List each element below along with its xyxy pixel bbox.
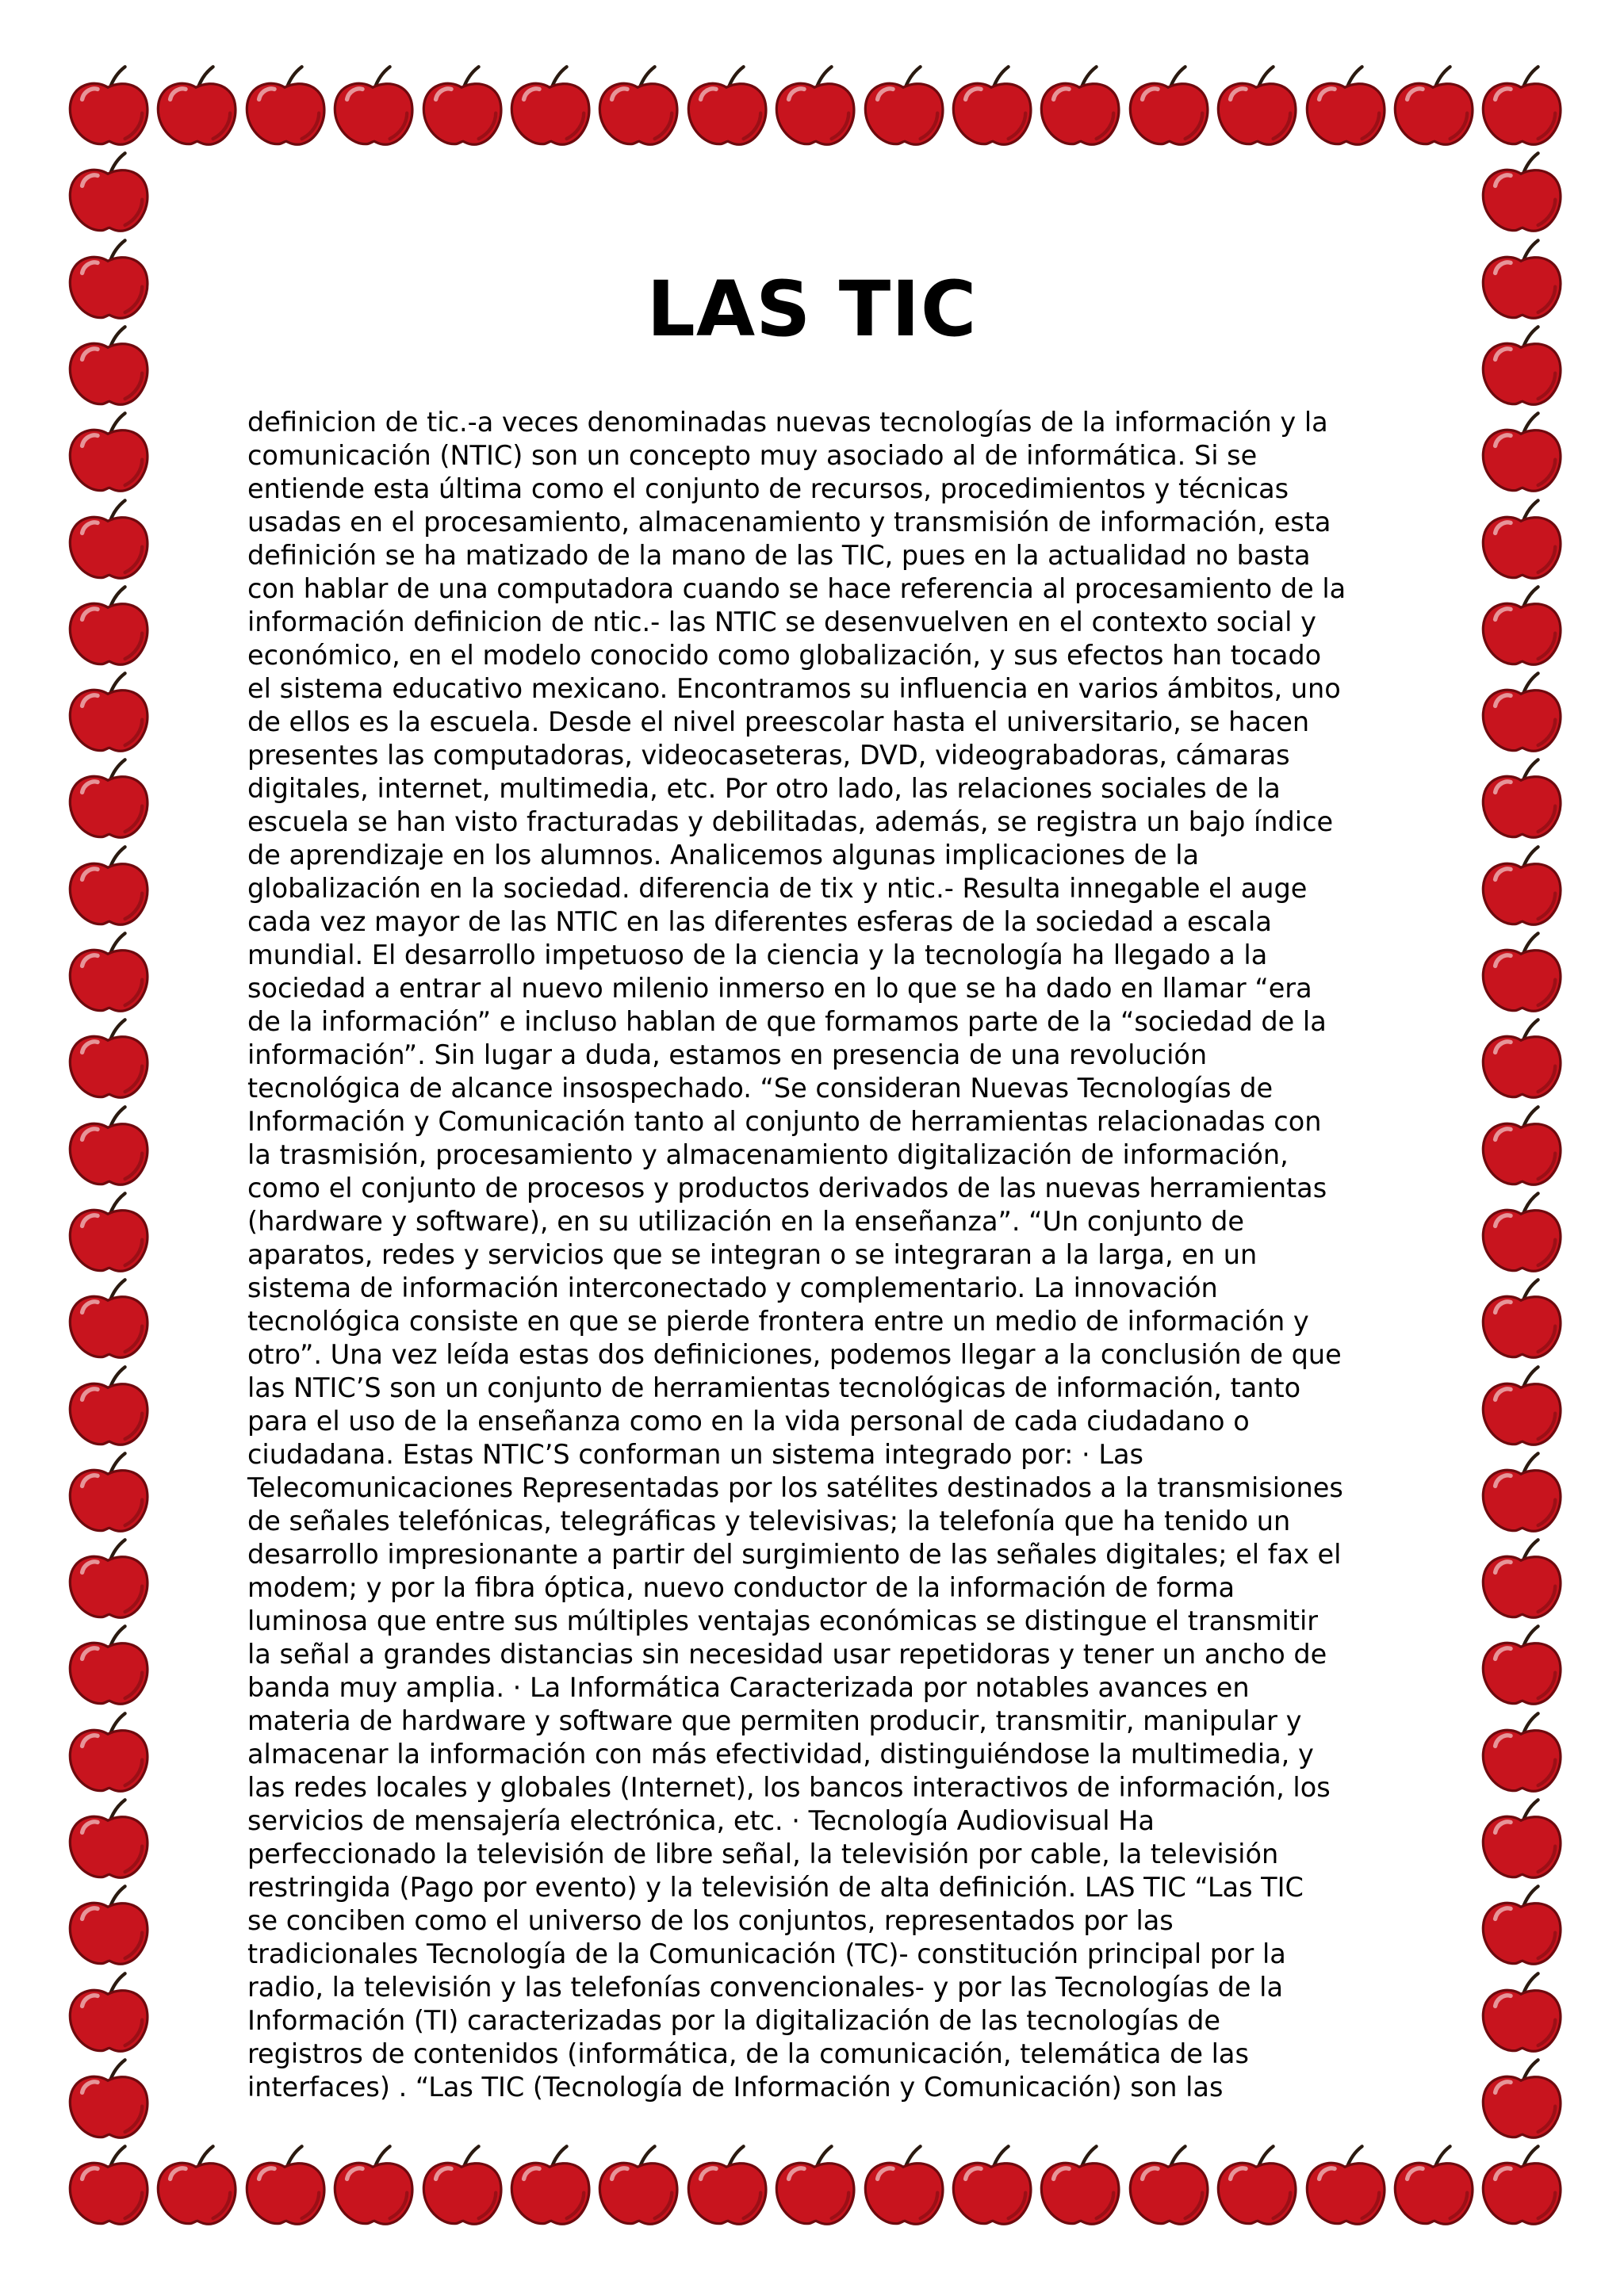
apple-icon: [65, 2055, 151, 2144]
apple-icon: [242, 2141, 327, 2230]
body-line: definicion de tic.-a veces denominadas nuevas tecnologías de la información y la: [247, 407, 1328, 438]
body-line: usadas en el procesamiento, almacenamiento y transmisión de información, esta: [247, 507, 1331, 538]
apple-icon: [65, 1362, 151, 1451]
body-line: presentes las computadoras, videocaseteras, DVD, videograbadoras, cámaras: [247, 740, 1290, 771]
apple-icon: [860, 62, 946, 151]
apple-icon: [1036, 2141, 1122, 2230]
apple-icon: [65, 1275, 151, 1364]
apple-icon: [1478, 148, 1564, 237]
apple-icon: [1478, 1535, 1564, 1624]
apple-icon: [1478, 1795, 1564, 1884]
apple-icon: [948, 62, 1034, 151]
body-line: restringida (Pago por evento) y la televisión de alta definición. LAS TIC “Las TIC: [247, 1872, 1304, 1903]
body-text: [247, 406, 1389, 2104]
apple-icon: [65, 582, 151, 671]
apple-icon: [65, 1881, 151, 1970]
body-line: se conciben como el universo de los conjuntos, representados por las: [247, 1905, 1174, 1936]
body-line: Información (TI) caracterizadas por la digitalización de las tecnologías de: [247, 2005, 1221, 2036]
body-line: digitales, internet, multimedia, etc. Por otro lado, las relaciones sociales de la: [247, 773, 1281, 804]
body-line: tradicionales Tecnología de la Comunicación (TC)- constitución principal por la: [247, 1938, 1286, 1969]
body-line: modem; y por la fibra óptica, nuevo conductor de la información de forma: [247, 1572, 1235, 1603]
apple-icon: [65, 1015, 151, 1104]
apple-icon: [772, 2141, 857, 2230]
body-line: información”. Sin lugar a duda, estamos en presencia de una revolución: [247, 1039, 1208, 1070]
body-line: almacenar la información con más efectividad, distinguiéndose la multimedia, y: [247, 1739, 1314, 1770]
apple-icon: [684, 62, 769, 151]
body-line: comunicación (NTIC) son un concepto muy asociado al de informática. Si se: [247, 440, 1258, 471]
body-line: banda muy amplia. · La Informática Caracterizada por notables avances en: [247, 1672, 1250, 1703]
apple-icon: [1478, 2055, 1564, 2144]
apple-icon: [65, 842, 151, 931]
apple-icon: [1478, 1709, 1564, 1797]
body-line: globalización en la sociedad. diferencia de tix y ntic.- Resulta innegable el auge: [247, 873, 1308, 904]
apple-icon: [1478, 1881, 1564, 1970]
apple-icon: [65, 496, 151, 584]
apple-icon: [1125, 62, 1211, 151]
apple-icon: [419, 62, 504, 151]
apple-icon: [242, 62, 327, 151]
apple-icon: [1478, 1448, 1564, 1537]
body-line: interfaces) . “Las TIC (Tecnología de Información y Comunicación) son las: [247, 2072, 1224, 2103]
body-line: sistema de información interconectado y complementario. La innovación: [247, 1272, 1218, 1303]
body-line: cada vez mayor de las NTIC en las diferentes esferas de la sociedad a escala: [247, 906, 1272, 937]
apple-icon: [65, 1969, 151, 2057]
body-line: para el uso de la enseñanza como en la vida personal de cada ciudadano o: [247, 1406, 1250, 1437]
apple-icon: [65, 1535, 151, 1624]
apple-icon: [860, 2141, 946, 2230]
apple-icon: [1036, 62, 1122, 151]
body-line: como el conjunto de procesos y productos derivados de las nuevas herramientas: [247, 1173, 1327, 1203]
body-line: la trasmisión, procesamiento y almacenamiento digitalización de información,: [247, 1139, 1289, 1170]
apple-icon: [1478, 1621, 1564, 1710]
apple-icon: [1478, 668, 1564, 757]
apple-icon: [1478, 1015, 1564, 1104]
body-line: la señal a grandes distancias sin necesidad usar repetidoras y tener un ancho de: [247, 1639, 1327, 1670]
apple-icon: [65, 755, 151, 844]
body-line: mundial. El desarrollo impetuoso de la ciencia y la tecnología ha llegado a la: [247, 939, 1268, 970]
apple-icon: [772, 62, 857, 151]
apple-icon: [65, 1621, 151, 1710]
apple-icon: [1390, 62, 1476, 151]
body-line: escuela se han visto fracturadas y debilitadas, además, se registra un bajo índice: [247, 806, 1334, 837]
apple-icon: [65, 2141, 151, 2230]
apple-icon: [684, 2141, 769, 2230]
apple-icon: [153, 62, 239, 151]
apple-icon: [65, 1448, 151, 1537]
apple-icon: [1478, 1362, 1564, 1451]
apple-icon: [65, 1102, 151, 1191]
apple-icon: [1213, 2141, 1299, 2230]
page-title: LAS TIC: [646, 265, 978, 354]
body-line: información definicion de ntic.- las NTIC se desenvuelven en el contexto social y: [247, 607, 1316, 637]
body-line: con hablar de una computadora cuando se hace referencia al procesamiento de la: [247, 573, 1346, 604]
body-line: luminosa que entre sus múltiples ventajas económicas se distingue el transmitir: [247, 1605, 1319, 1636]
body-line: materia de hardware y software que permiten producir, transmitir, manipular y: [247, 1705, 1302, 1736]
apple-icon: [1478, 2141, 1564, 2230]
body-line: Información y Comunicación tanto al conjunto de herramientas relacionadas con: [247, 1106, 1322, 1137]
body-line: las NTIC’S son un conjunto de herramientas tecnológicas de información, tanto: [247, 1372, 1301, 1403]
apple-icon: [595, 62, 680, 151]
apple-icon: [65, 668, 151, 757]
body-line: de la información” e incluso hablan de que formamos parte de la “sociedad de la: [247, 1006, 1327, 1037]
body-line: radio, la televisión y las telefonías convencionales- y por las Tecnologías de la: [247, 1972, 1284, 2003]
body-line: registros de contenidos (informática, de la comunicación, telemática de las: [247, 2038, 1249, 2069]
apple-icon: [65, 148, 151, 237]
apple-icon: [1478, 842, 1564, 931]
body-line: (hardware y software), en su utilización en la enseñanza”. “Un conjunto de: [247, 1206, 1245, 1237]
body-line: de señales telefónicas, telegráficas y televisivas; la telefonía que ha tenido un: [247, 1506, 1291, 1536]
body-line: desarrollo impresionante a partir del surgimiento de las señales digitales; el fax el: [247, 1539, 1342, 1570]
body-line: Telecomunicaciones Representadas por los satélites destinados a la transmisiones: [247, 1472, 1343, 1503]
body-line: tecnológica consiste en que se pierde frontera entre un medio de información y: [247, 1306, 1309, 1337]
body-line: de aprendizaje en los alumnos. Analicemos algunas implicaciones de la: [247, 840, 1200, 871]
apple-icon: [1302, 2141, 1388, 2230]
apple-icon: [330, 2141, 416, 2230]
body-line: otro”. Una vez leída estas dos definiciones, podemos llegar a la conclusión de que: [247, 1339, 1342, 1370]
body-line: servicios de mensajería electrónica, etc. · Tecnología Audiovisual Ha: [247, 1805, 1155, 1836]
apple-icon: [1478, 1969, 1564, 2057]
body-line: perfeccionado la televisión de libre señal, la televisión por cable, la televisión: [247, 1839, 1279, 1869]
apple-icon: [1478, 62, 1564, 151]
body-line: definición se ha matizado de la mano de las TIC, pues en la actualidad no basta: [247, 540, 1311, 571]
body-line: entiende esta última como el conjunto de recursos, procedimientos y técnicas: [247, 473, 1289, 504]
apple-icon: [65, 62, 151, 151]
apple-icon: [1478, 1275, 1564, 1364]
body-line: tecnológica de alcance insospechado. “Se consideran Nuevas Tecnologías de: [247, 1073, 1274, 1104]
apple-icon: [1478, 1102, 1564, 1191]
apple-icon: [65, 1709, 151, 1797]
apple-icon: [65, 1795, 151, 1884]
body-line: sociedad a entrar al nuevo milenio inmerso en lo que se ha dado en llamar “era: [247, 973, 1312, 1004]
body-line: ciudadana. Estas NTIC’S conforman un sistema integrado por: · Las: [247, 1439, 1143, 1470]
body-line: las redes locales y globales (Internet), los bancos interactivos de información, los: [247, 1772, 1331, 1803]
apple-icon: [1125, 2141, 1211, 2230]
apple-icon: [948, 2141, 1034, 2230]
apple-icon: [419, 2141, 504, 2230]
apple-icon: [330, 62, 416, 151]
body-line: de ellos es la escuela. Desde el nivel preescolar hasta el universitario, se hacen: [247, 706, 1310, 737]
apple-icon: [507, 62, 592, 151]
apple-icon: [65, 1188, 151, 1277]
apple-icon: [1478, 755, 1564, 844]
apple-icon: [65, 408, 151, 497]
apple-icon: [1478, 1188, 1564, 1277]
apple-icon: [1213, 62, 1299, 151]
apple-icon: [65, 928, 151, 1017]
apple-icon: [1478, 928, 1564, 1017]
body-line: aparatos, redes y servicios que se integran o se integraran a la larga, en un: [247, 1239, 1258, 1270]
apple-icon: [1478, 408, 1564, 497]
apple-icon: [1302, 62, 1388, 151]
apple-icon: [595, 2141, 680, 2230]
body-line: el sistema educativo mexicano. Encontramos su influencia en varios ámbitos, uno: [247, 673, 1341, 704]
apple-icon: [1478, 582, 1564, 671]
apple-icon: [507, 2141, 592, 2230]
apple-icon: [153, 2141, 239, 2230]
apple-icon: [1390, 2141, 1476, 2230]
body-line: económico, en el modelo conocido como globalización, y sus efectos han tocado: [247, 640, 1322, 671]
apple-icon: [1478, 496, 1564, 584]
